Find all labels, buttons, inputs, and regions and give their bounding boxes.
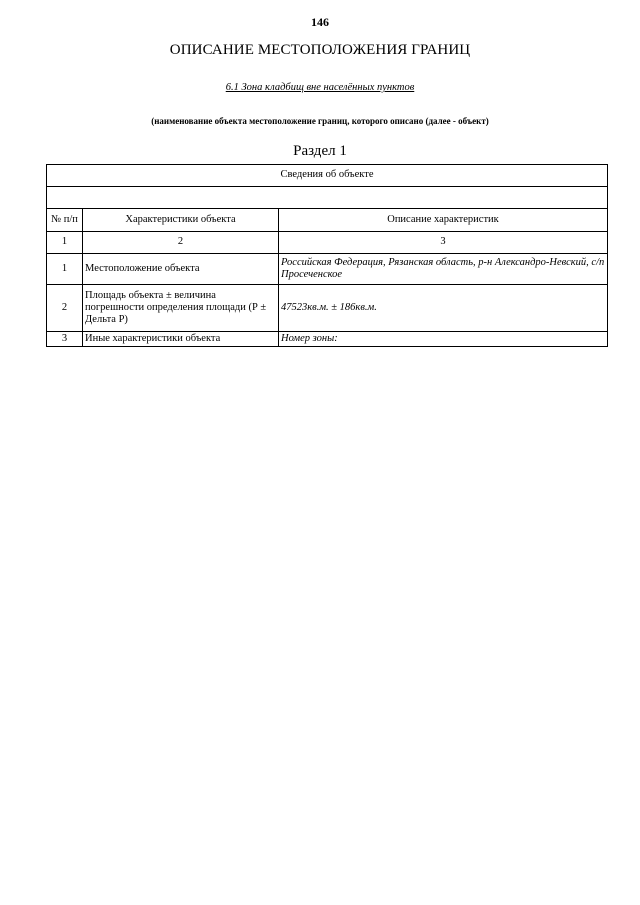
row-description: Российская Федерация, Рязанская область, р-н Александро-Невский, с/п Просеченское bbox=[279, 254, 608, 285]
header-characteristics: Характеристики объекта bbox=[83, 209, 279, 232]
table-empty-row bbox=[47, 187, 608, 209]
header-number: № п/п bbox=[47, 209, 83, 232]
column-number-3: 3 bbox=[279, 232, 608, 254]
table-row bbox=[47, 285, 608, 332]
page-number: 146 bbox=[311, 15, 329, 29]
object-info-table bbox=[46, 164, 608, 347]
object-name bbox=[0, 82, 640, 93]
section-title: Раздел 1 bbox=[293, 143, 347, 159]
row-number: 3 bbox=[47, 332, 83, 347]
row-characteristic: Иные характеристики объекта bbox=[83, 332, 279, 347]
row-characteristic: Площадь объекта ± величина погрешности определения площади (Р ± Дельта Р) bbox=[83, 285, 279, 332]
row-number: 1 bbox=[47, 254, 83, 285]
object-name-text: 6.1 Зона кладбищ вне населённых пунктов bbox=[225, 82, 415, 93]
row-description: 47523кв.м. ± 186кв.м. bbox=[279, 285, 608, 332]
row-number: 2 bbox=[47, 285, 83, 332]
row-characteristic: Местоположение объекта bbox=[83, 254, 279, 285]
table-row bbox=[47, 254, 608, 285]
table-row bbox=[47, 332, 608, 347]
header-description: Описание характеристик bbox=[279, 209, 608, 232]
object-name-note: (наименование объекта местоположение границ, которого описано (далее - объект) bbox=[151, 116, 489, 126]
column-number-2: 2 bbox=[83, 232, 279, 254]
document-title: ОПИСАНИЕ МЕСТОПОЛОЖЕНИЯ ГРАНИЦ bbox=[169, 42, 471, 58]
table-caption: Сведения об объекте bbox=[47, 165, 608, 187]
row-description: Номер зоны: bbox=[279, 332, 608, 347]
column-number-1: 1 bbox=[47, 232, 83, 254]
